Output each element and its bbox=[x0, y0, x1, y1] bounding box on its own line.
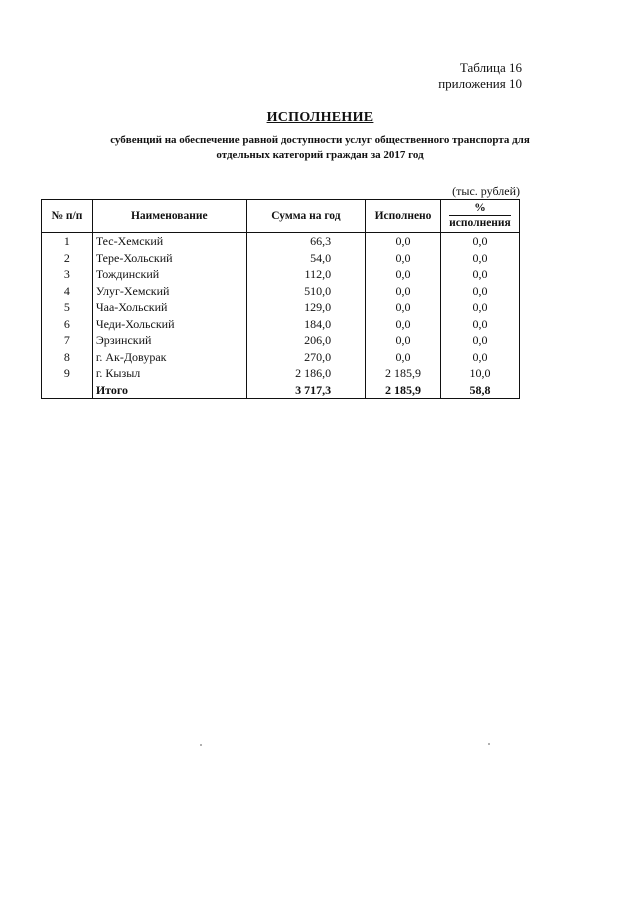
cell-sum: 66,3 bbox=[246, 233, 365, 250]
document-subtitle-line2: отдельных категорий граждан за 2017 год bbox=[216, 149, 424, 161]
cell-done: 0,0 bbox=[366, 233, 441, 250]
col-header-num: № п/п bbox=[42, 200, 93, 233]
cell-num: 9 bbox=[42, 365, 93, 382]
cell-name: г. Кызыл bbox=[92, 365, 246, 382]
col-header-name: Наименование bbox=[92, 200, 246, 233]
cell-name: Тождинский bbox=[92, 266, 246, 283]
appendix-reference: приложения 10 bbox=[438, 76, 522, 91]
cell-num: 8 bbox=[42, 349, 93, 366]
table-row bbox=[42, 233, 520, 250]
cell-percent: 0,0 bbox=[440, 349, 519, 366]
document-subtitle-line1: субвенций на обеспечение равной доступности услуг общественного транспорта для bbox=[110, 134, 530, 146]
table-total-row bbox=[42, 382, 520, 399]
cell-done: 0,0 bbox=[366, 283, 441, 300]
col-header-done: Исполнено bbox=[366, 200, 441, 233]
units-label: (тыс. рублей) bbox=[452, 184, 520, 198]
cell-total-sum: 3 717,3 bbox=[246, 382, 365, 399]
cell-sum: 206,0 bbox=[246, 332, 365, 349]
cell-done: 0,0 bbox=[366, 266, 441, 283]
cell-percent: 0,0 bbox=[440, 283, 519, 300]
cell-sum: 129,0 bbox=[246, 299, 365, 316]
table-row bbox=[42, 349, 520, 366]
document-title: ИСПОЛНЕНИЕ bbox=[266, 110, 374, 125]
table-row bbox=[42, 332, 520, 349]
cell-num: 1 bbox=[42, 233, 93, 250]
cell-done: 2 185,9 bbox=[366, 365, 441, 382]
cell-sum: 270,0 bbox=[246, 349, 365, 366]
table-row bbox=[42, 250, 520, 267]
cell-sum: 184,0 bbox=[246, 316, 365, 333]
cell-name: Эрзинский bbox=[92, 332, 246, 349]
table-row bbox=[42, 283, 520, 300]
cell-done: 0,0 bbox=[366, 250, 441, 267]
cell-num: 4 bbox=[42, 283, 93, 300]
cell-sum: 54,0 bbox=[246, 250, 365, 267]
col-header-sum: Сумма на год bbox=[246, 200, 365, 233]
scan-speck bbox=[488, 743, 490, 745]
cell-done: 0,0 bbox=[366, 316, 441, 333]
cell-num: 7 bbox=[42, 332, 93, 349]
scan-speck bbox=[200, 744, 202, 746]
cell-num: 2 bbox=[42, 250, 93, 267]
cell-name: Чеди-Хольский bbox=[92, 316, 246, 333]
execution-table bbox=[41, 199, 520, 399]
cell-percent: 0,0 bbox=[440, 299, 519, 316]
cell-sum: 510,0 bbox=[246, 283, 365, 300]
cell-total-done: 2 185,9 bbox=[366, 382, 441, 399]
table-header-row bbox=[42, 200, 520, 233]
cell-total-percent: 58,8 bbox=[440, 382, 519, 399]
cell-name: Чаа-Хольский bbox=[92, 299, 246, 316]
cell-sum: 112,0 bbox=[246, 266, 365, 283]
cell-percent: 0,0 bbox=[440, 332, 519, 349]
table-row bbox=[42, 365, 520, 382]
cell-total-label: Итого bbox=[92, 382, 246, 399]
cell-name: Тес-Хемский bbox=[92, 233, 246, 250]
cell-percent: 10,0 bbox=[440, 365, 519, 382]
cell-percent: 0,0 bbox=[440, 233, 519, 250]
cell-percent: 0,0 bbox=[440, 266, 519, 283]
cell-percent: 0,0 bbox=[440, 316, 519, 333]
cell-num-empty bbox=[42, 382, 93, 399]
table-row bbox=[42, 299, 520, 316]
cell-num: 6 bbox=[42, 316, 93, 333]
cell-num: 5 bbox=[42, 299, 93, 316]
cell-name: Тере-Хольский bbox=[92, 250, 246, 267]
col-header-percent-symbol: % bbox=[474, 202, 486, 214]
cell-done: 0,0 bbox=[366, 332, 441, 349]
col-header-percent-label: исполнения bbox=[449, 217, 511, 229]
cell-percent: 0,0 bbox=[440, 250, 519, 267]
col-header-percent bbox=[440, 200, 519, 233]
table-row bbox=[42, 266, 520, 283]
cell-name: Улуг-Хемский bbox=[92, 283, 246, 300]
cell-sum: 2 186,0 bbox=[246, 365, 365, 382]
table-reference-number: Таблица 16 bbox=[459, 60, 522, 75]
cell-num: 3 bbox=[42, 266, 93, 283]
cell-done: 0,0 bbox=[366, 349, 441, 366]
table-row bbox=[42, 316, 520, 333]
cell-name: г. Ак-Довурак bbox=[92, 349, 246, 366]
cell-done: 0,0 bbox=[366, 299, 441, 316]
